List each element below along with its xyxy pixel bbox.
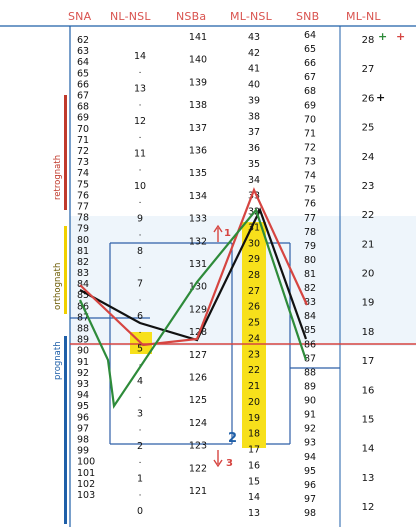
nsba-value: 135: [188, 168, 208, 180]
sna-value: 79: [77, 223, 90, 235]
sna-value: 89: [77, 334, 90, 346]
nsba-value: 127: [188, 349, 208, 361]
nsba-value: 128: [188, 327, 208, 339]
marker-2: 2: [228, 431, 238, 446]
snb-value: 77: [303, 212, 317, 224]
sna-value: 74: [77, 168, 90, 180]
ml-nsl-value: 17: [247, 444, 261, 456]
nl-nsl-value: 5: [136, 343, 144, 355]
ml-nsl-value: 21: [247, 381, 261, 393]
ml-nsl-value: 35: [247, 158, 261, 170]
snb-value: 85: [303, 325, 317, 337]
snb-value: 94: [303, 451, 317, 463]
sna-value: 71: [77, 134, 90, 146]
snb-value: 84: [303, 311, 317, 323]
ml-nl-value: 14: [361, 443, 375, 455]
nl-nsl-value: 0: [136, 506, 144, 517]
plus-red-icon: +: [396, 30, 406, 43]
sna-value: 62: [77, 35, 90, 46]
sna-value: 92: [77, 367, 90, 379]
snb-value: 93: [303, 437, 317, 449]
sna-value: 91: [77, 356, 90, 368]
ml-nl-value: 24: [361, 151, 375, 163]
sna-value: 64: [77, 57, 90, 69]
nl-nsl-value: 12: [133, 116, 147, 127]
column-snb: [304, 30, 316, 519]
nsba-value: 134: [188, 190, 208, 202]
nl-nsl-value: ·: [138, 133, 142, 144]
snb-value: 87: [303, 353, 317, 365]
ml-nsl-value: 39: [247, 95, 261, 107]
ml-nsl-value: 22: [247, 365, 261, 377]
ml-nl-value: 13: [361, 472, 375, 484]
header-nl-nsl: NL-NSL: [110, 10, 151, 23]
sna-value: 83: [77, 268, 90, 279]
header-ml-nsl: ML-NSL: [230, 10, 272, 23]
nsba-value: 124: [188, 417, 208, 429]
ml-nl-value: 16: [361, 385, 375, 397]
sna-value: 97: [77, 423, 90, 435]
ml-nl-value: 18: [361, 326, 375, 338]
nsba-value: 140: [188, 54, 208, 66]
sna-value: 76: [77, 190, 90, 202]
sna-value: 72: [77, 146, 90, 157]
nsba-value: 122: [188, 463, 208, 475]
ml-nsl-value: 16: [247, 460, 261, 472]
nsba-value: 136: [188, 145, 208, 157]
snb-value: 96: [303, 479, 317, 491]
snb-value: 95: [303, 465, 317, 477]
snb-value: 72: [303, 142, 317, 154]
ml-nsl-value: 34: [247, 174, 261, 186]
plus-black-icon: +: [376, 91, 386, 104]
nsba-value: 141: [188, 32, 208, 43]
nl-nsl-value: ·: [138, 425, 142, 436]
snb-value: 64: [303, 30, 317, 41]
nsba-value: 129: [188, 304, 208, 316]
sna-value: 73: [77, 157, 90, 169]
snb-value: 66: [303, 58, 317, 70]
snb-value: 92: [303, 423, 317, 435]
ml-nsl-value: 26: [247, 301, 261, 313]
snb-value: 68: [303, 86, 317, 98]
nl-nsl-value: 8: [136, 246, 144, 257]
snb-value: 98: [303, 508, 317, 519]
ml-nsl-value: 36: [247, 143, 261, 155]
sna-value: 66: [77, 79, 90, 91]
nl-nsl-value: 4: [136, 376, 144, 387]
nl-nsl-value: ·: [138, 68, 142, 79]
nl-nsl-value: ·: [138, 360, 142, 371]
sna-value: 88: [77, 323, 90, 335]
sna-value: 70: [77, 123, 90, 135]
nsba-value: 125: [188, 395, 208, 407]
ml-nl-value: 15: [361, 414, 375, 426]
ml-nsl-value: 42: [247, 47, 261, 59]
sna-value: 69: [77, 112, 90, 124]
header-nsba: NSBa: [176, 10, 207, 23]
snb-value: 76: [303, 198, 317, 210]
snb-value: 89: [303, 381, 317, 393]
nl-nsl-value: 9: [136, 213, 144, 225]
sna-value: 103: [77, 490, 96, 501]
snb-value: 67: [303, 72, 317, 84]
ml-nsl-value: 29: [247, 254, 261, 266]
snb-value: 81: [303, 269, 317, 280]
nl-nsl-value: ·: [138, 165, 142, 176]
sna-value: 77: [77, 201, 90, 213]
header-snb: SNB: [296, 10, 320, 23]
ml-nl-value: 17: [361, 356, 375, 368]
zone-bar-progn: [64, 336, 67, 524]
sna-value: 87: [77, 312, 90, 324]
sna-value: 67: [77, 90, 90, 102]
column-ml-nsl: [248, 32, 260, 519]
nl-nsl-value: ·: [138, 458, 142, 469]
sna-value: 100: [77, 456, 96, 468]
svg-text:1: 1: [224, 228, 231, 239]
ml-nl-value: 28: [361, 35, 375, 46]
zone-label-retrognath: retrognath: [53, 154, 63, 200]
ml-nsl-value: 23: [247, 349, 261, 361]
snb-value: 90: [303, 395, 317, 407]
snb-value: 83: [303, 297, 317, 309]
ml-nl-value: 22: [361, 210, 375, 222]
zone-label-prognath: prognath: [53, 341, 63, 380]
nsba-value: 139: [188, 77, 208, 89]
ml-nl-value: 26: [361, 93, 375, 105]
nsba-value: 137: [188, 122, 208, 134]
sna-value: 65: [77, 68, 90, 80]
svg-text:3: 3: [226, 458, 233, 469]
ml-nsl-value: 38: [247, 111, 261, 123]
sna-value: 78: [77, 212, 90, 224]
nsba-value: 121: [188, 486, 208, 497]
sna-value: 90: [77, 345, 90, 357]
nl-nsl-value: 11: [133, 148, 147, 160]
nsba-value: 131: [188, 259, 208, 270]
nl-nsl-value: 13: [133, 83, 147, 95]
nl-nsl-value: ·: [138, 198, 142, 209]
nl-nsl-value: ·: [138, 295, 142, 306]
zone-label-orthognath: orthognath: [53, 262, 63, 310]
nl-nsl-value: 3: [136, 408, 144, 420]
snb-value: 86: [303, 339, 317, 351]
nsba-value: 133: [188, 213, 208, 225]
ml-nsl-value: 33: [247, 190, 261, 202]
snb-value: 71: [303, 128, 317, 140]
nsba-value: 123: [188, 440, 208, 452]
sna-value: 80: [77, 234, 90, 246]
ml-nsl-value: 31: [247, 222, 261, 234]
ml-nsl-value: 13: [247, 508, 261, 519]
zone-bar-ortho: [64, 226, 67, 314]
sna-value: 102: [77, 478, 96, 490]
snb-value: 69: [303, 100, 317, 112]
column-nsba: [189, 32, 207, 497]
nsba-value: 138: [188, 100, 208, 112]
sna-value: 68: [77, 101, 90, 113]
ml-nsl-value: 19: [247, 412, 261, 424]
nl-nsl-value: ·: [138, 328, 142, 339]
ml-nl-value: 25: [361, 122, 375, 134]
nsba-value: 126: [188, 372, 208, 384]
ml-nl-value: 21: [361, 239, 375, 251]
ml-nsl-value: 32: [247, 206, 261, 218]
ml-nsl-value: 15: [247, 476, 261, 488]
sna-value: 63: [77, 46, 90, 58]
ml-nsl-value: 20: [247, 396, 261, 408]
plus-green-icon: +: [378, 30, 388, 43]
sna-value: 84: [77, 279, 90, 291]
nl-nsl-value: ·: [138, 100, 142, 111]
sna-value: 75: [77, 179, 90, 191]
ml-nsl-value: 41: [247, 63, 261, 75]
snb-value: 79: [303, 240, 317, 252]
snb-value: 70: [303, 114, 317, 126]
snb-value: 80: [303, 254, 317, 266]
ml-nsl-value: 37: [247, 127, 261, 139]
sna-value: 85: [77, 290, 90, 302]
ml-nl-value: 27: [361, 64, 375, 76]
ml-nl-value: 20: [361, 268, 375, 280]
nl-nsl-value: 2: [136, 441, 144, 452]
sna-value: 98: [77, 434, 90, 446]
header-sna: SNA: [68, 10, 92, 23]
header-ml-nl: ML-NL: [346, 10, 381, 23]
nl-nsl-value: ·: [138, 490, 142, 501]
sna-value: 101: [77, 467, 96, 479]
nsba-value: 132: [188, 236, 208, 248]
ml-nsl-value: 18: [247, 428, 261, 440]
sna-value: 99: [77, 445, 90, 457]
snb-value: 74: [303, 170, 317, 182]
sna-value: 81: [77, 245, 90, 257]
ml-nsl-value: 30: [247, 238, 261, 250]
ml-nl-value: 23: [361, 180, 375, 192]
sna-value: 96: [77, 412, 90, 424]
ml-nl-value: 19: [361, 297, 375, 309]
snb-value: 78: [303, 226, 317, 238]
ml-nsl-value: 40: [247, 79, 261, 91]
snb-value: 88: [303, 367, 317, 379]
ml-nsl-value: 28: [247, 270, 261, 281]
snb-value: 97: [303, 493, 317, 505]
ml-nsl-value: 25: [247, 317, 261, 329]
nl-nsl-value: ·: [138, 393, 142, 404]
nl-nsl-value: 6: [136, 311, 144, 322]
snb-value: 82: [303, 283, 317, 295]
snb-value: 73: [303, 156, 317, 168]
sna-value: 86: [77, 301, 90, 313]
zone-bar-retro: [64, 95, 67, 210]
snb-value: 75: [303, 184, 317, 196]
sna-value: 93: [77, 379, 90, 390]
nsba-value: 130: [188, 281, 208, 293]
ml-nsl-value: 14: [247, 492, 261, 504]
nl-nsl-value: 10: [133, 181, 147, 192]
sna-value: 94: [77, 390, 90, 402]
nl-nsl-value: 14: [133, 51, 147, 62]
nl-nsl-value: 1: [136, 473, 144, 485]
sna-value: 95: [77, 401, 90, 413]
nl-nsl-value: ·: [138, 230, 142, 241]
ml-nsl-value: 24: [247, 333, 261, 345]
nl-nsl-value: ·: [138, 263, 142, 274]
nl-nsl-value: 7: [136, 278, 144, 290]
ml-nsl-value: 27: [247, 285, 261, 297]
snb-value: 91: [303, 409, 317, 421]
snb-value: 65: [303, 44, 317, 56]
ml-nl-value: 12: [361, 502, 375, 513]
ml-nsl-value: 43: [247, 32, 261, 43]
sna-value: 82: [77, 257, 90, 268]
